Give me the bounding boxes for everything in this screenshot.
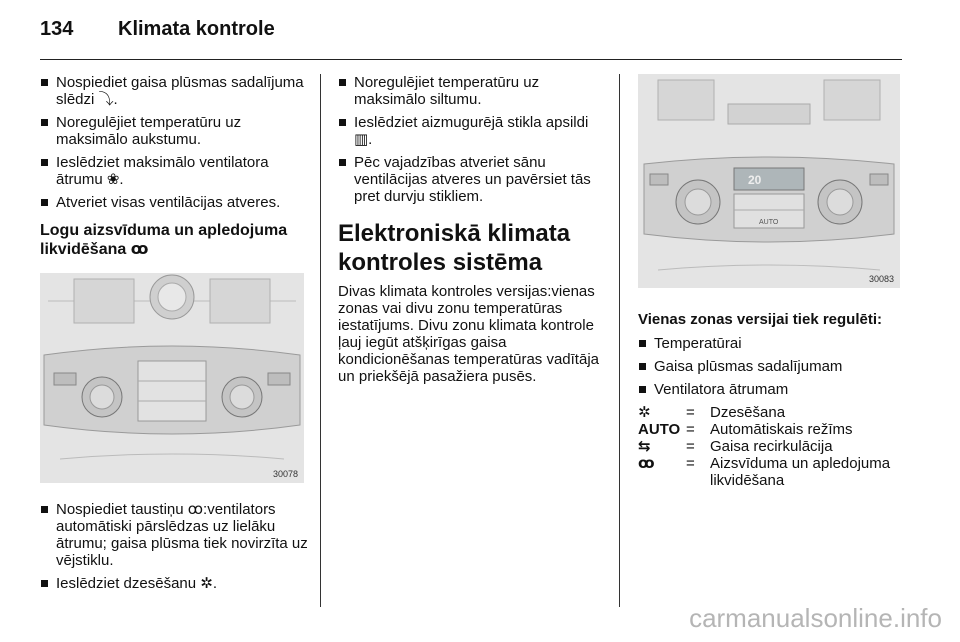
list-item: Ieslēdziet dzesēšanu ✲.: [40, 575, 308, 592]
list-item: Gaisa plūsmas sadalījumam: [638, 358, 904, 375]
steps-list-c: [338, 74, 606, 205]
page-title: Klimata kontrole: [118, 18, 275, 40]
list-item: Ieslēdziet aizmugurējā stikla apsildi ▥.: [338, 114, 606, 148]
steps-list-a: [40, 74, 308, 211]
figure-number: 30083: [868, 274, 894, 284]
legend-row: [638, 455, 904, 489]
climate-panel-illustration: [40, 273, 304, 483]
steps-list-b: [40, 501, 308, 592]
list-item: Nospiediet taustiņu ꝏ:ventilators automātiski pārslēdzas uz lielāku ātrumu; gaisa plūsma tiek novirzīta uz vējstiklu.: [40, 501, 308, 569]
list-item: Noregulējiet temperatūru uz maksimālo aukstumu.: [40, 114, 308, 148]
legend-row: [638, 438, 904, 455]
single-zone-list: [638, 335, 904, 398]
section-heading-defrost: Logu aizsvīduma un apledojuma likvidēšana ꝏ: [40, 222, 288, 258]
recirculation-icon: ⇆: [638, 438, 651, 455]
legend-text: Aizsvīduma un apledojuma likvidēšana: [710, 455, 891, 489]
legend-equals: =: [686, 421, 695, 438]
display-temperature: 20: [748, 173, 762, 187]
auto-label: AUTO: [638, 421, 681, 438]
column-divider-2: [619, 74, 620, 607]
legend-text: Gaisa recirkulācija: [710, 438, 833, 455]
figure-number: 30078: [272, 469, 298, 479]
legend-text: Dzesēšana: [710, 404, 786, 421]
legend-text: Automātiskais režīms: [710, 421, 853, 438]
section-paragraph: Divas klimata kontroles versijas:vienas zonas vai divu zonu temperatūras iestatījums. Divu zonu klimata kontrole ļauj iegūt atšķirīgas gaisa kondicionēšanas temperatūras vadītāja un priekšējā pasažiera pusēs.: [338, 283, 599, 385]
column-2: [338, 74, 606, 395]
list-item: Ventilatora ātrumam: [638, 381, 904, 398]
section-heading-electronic: Elektroniskā klimata kontroles sistēma: [338, 220, 571, 276]
electronic-climate-panel-illustration: [638, 74, 900, 288]
single-zone-heading: Vienas zonas versijai tiek regulēti:: [638, 311, 882, 328]
legend-equals: =: [686, 404, 695, 421]
column-1: [40, 74, 308, 598]
legend-row: [638, 404, 904, 421]
legend-equals: =: [686, 438, 695, 455]
column-3: [638, 74, 904, 489]
column-divider-1: [320, 74, 321, 607]
legend-row: [638, 421, 904, 438]
list-item: Temperatūrai: [638, 335, 904, 352]
auto-key-label: AUTO: [759, 219, 779, 226]
list-item: Pēc vajadzības atveriet sānu ventilācijas atveres un pavērsiet tās pret durvju stikliem.: [338, 154, 606, 205]
header-rule: [40, 59, 902, 60]
snowflake-icon: ✲: [638, 404, 651, 421]
list-item: Ieslēdziet maksimālo ventilatora ātrumu ❀.: [40, 154, 308, 188]
climate-panel-figure-2: [638, 74, 900, 288]
watermark: carmanualsonline.info: [689, 603, 942, 633]
windscreen-defrost-icon: ꝏ: [638, 455, 655, 472]
legend-equals: =: [686, 455, 695, 472]
symbol-legend: [638, 404, 904, 489]
page-number: 134: [40, 18, 74, 40]
list-item: Atveriet visas ventilācijas atveres.: [40, 194, 308, 211]
list-item: Noregulējiet temperatūru uz maksimālo siltumu.: [338, 74, 606, 108]
page-header: [40, 18, 902, 48]
climate-panel-figure-1: [40, 273, 304, 483]
list-item: Nospiediet gaisa plūsmas sadalījuma slēdzi ⤵.: [40, 74, 308, 108]
